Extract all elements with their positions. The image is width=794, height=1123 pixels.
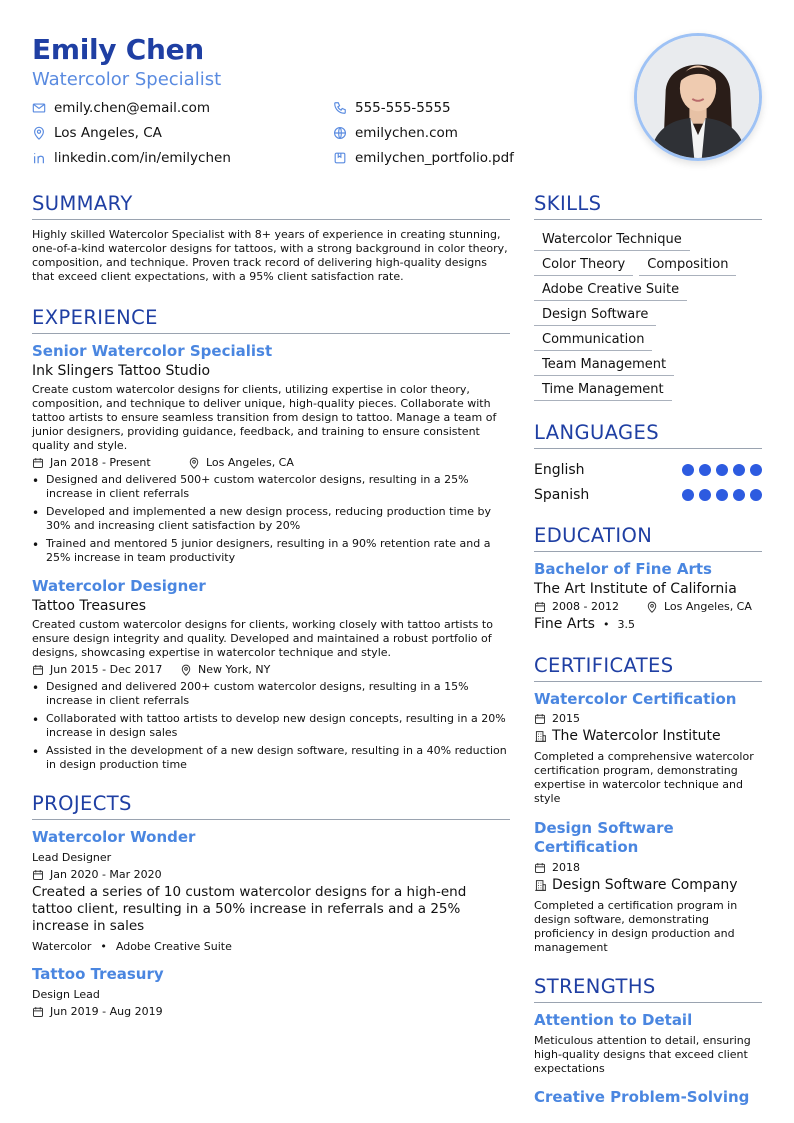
candidate-role: Watercolor Specialist [32, 69, 222, 90]
certificate-issuer: Design Software Company [552, 877, 738, 893]
experience-item [32, 577, 510, 772]
project-dates: Jan 2020 - Mar 2020 [50, 868, 162, 881]
contact-location [32, 124, 333, 142]
proficiency-dot [699, 464, 711, 476]
job-title: Senior Watercolor Specialist [32, 342, 273, 360]
job-meta [32, 663, 510, 676]
contact-phone[interactable] [333, 99, 592, 117]
job-location: Los Angeles, CA [206, 456, 294, 469]
section-title-summary: SUMMARY [32, 192, 510, 220]
project-meta [32, 868, 510, 881]
proficiency-dot [750, 489, 762, 501]
globe-icon [333, 126, 355, 140]
experience-item [32, 342, 510, 565]
calendar-icon [534, 713, 552, 725]
project-role: Design Lead [32, 988, 100, 1001]
proficiency-dots [682, 464, 762, 476]
left-column [32, 192, 510, 1018]
certificate-issuer-row [534, 877, 762, 893]
certificate-meta [534, 712, 762, 725]
calendar-icon [534, 601, 552, 613]
skill-tag: Time Management [534, 380, 672, 401]
certificate-description: Completed a certification program in design software, demonstrating proficiency in design production and management [534, 899, 738, 954]
section-title-projects: PROJECTS [32, 792, 510, 820]
list-item: • Collaborated with tattoo artists to develop new design concepts, resulting in a 20% increase in design sales [32, 712, 510, 740]
right-column [534, 192, 762, 1106]
contact-website[interactable] [333, 124, 592, 142]
location-icon [180, 664, 198, 676]
location-icon [188, 457, 206, 469]
contact-portfolio[interactable] [333, 149, 592, 167]
proficiency-dot [716, 464, 728, 476]
skill-tag: Design Software [534, 305, 656, 326]
certificate-year: 2015 [552, 712, 580, 725]
profile-photo [634, 33, 762, 161]
job-description: Create custom watercolor designs for clients, utilizing expertise in color theory, composition, and technique to deliver unique, high-quality pieces. Collaborate with tattoo artists to ensure seamless transition from design to tattoo. Manage a team of junior designers, providing guidance, feedback, and training to ensure consistent quality and style. [32, 383, 497, 452]
separator-dot: • [602, 617, 610, 631]
job-dates: Jan 2018 - Present [50, 456, 151, 469]
job-bullets [32, 473, 510, 565]
calendar-icon [32, 457, 50, 469]
certificate-name: Watercolor Certification [534, 690, 737, 708]
phone-icon [333, 101, 355, 115]
skills-list [534, 228, 762, 403]
section-title-languages: LANGUAGES [534, 421, 762, 449]
proficiency-dot [733, 489, 745, 501]
project-tag: Watercolor [32, 940, 92, 953]
separator-dot: • [100, 940, 107, 953]
location-icon [32, 126, 54, 140]
strength-item [534, 1011, 762, 1076]
company-name: Tattoo Treasures [32, 598, 147, 614]
project-dates: Jun 2019 - Aug 2019 [50, 1005, 163, 1018]
language-row [534, 482, 762, 507]
list-item: • Developed and implemented a new design process, reducing production time by 30% and increasing client satisfaction by 20% [32, 505, 510, 533]
section-title-strengths: STRENGTHS [534, 975, 762, 1003]
contact-text: Los Angeles, CA [54, 125, 162, 141]
proficiency-dot [682, 464, 694, 476]
certificate-issuer: The Watercolor Institute [552, 728, 721, 744]
certificate-item [534, 690, 762, 806]
list-item: • Designed and delivered 500+ custom watercolor designs, resulting in a 25% increase in client referrals [32, 473, 510, 501]
candidate-name: Emily Chen [32, 33, 204, 66]
section-title-education: EDUCATION [534, 524, 762, 552]
list-item: • Trained and mentored 5 junior designers, resulting in a 90% retention rate and a 25% increase in team productivity [32, 537, 510, 565]
job-meta [32, 456, 510, 469]
skill-tag: Team Management [534, 355, 674, 376]
project-meta [32, 1005, 510, 1018]
proficiency-dot [750, 464, 762, 476]
certificate-year: 2018 [552, 861, 580, 874]
section-title-skills: SKILLS [534, 192, 762, 220]
contact-text: 555-555-5555 [355, 100, 451, 116]
location-icon [646, 601, 664, 613]
education-meta [534, 600, 762, 613]
language-row [534, 457, 762, 482]
calendar-icon [32, 664, 50, 676]
certificate-issuer-row [534, 728, 762, 744]
strength-name: Creative Problem-Solving [534, 1088, 750, 1106]
list-item: • Designed and delivered 200+ custom watercolor designs, resulting in a 15% increase in client referrals [32, 680, 510, 708]
company-name: Ink Slingers Tattoo Studio [32, 363, 211, 379]
project-description: Created a series of 10 custom watercolor designs for a high-end tattoo client, resulting in a 50% increase in referrals and a 25% increase in sales [32, 884, 467, 934]
school-name: The Art Institute of California [534, 581, 737, 597]
contact-text: linkedin.com/in/emilychen [54, 150, 231, 166]
project-title: Tattoo Treasury [32, 965, 164, 983]
skill-tag: Color Theory [534, 255, 633, 276]
project-item [32, 965, 510, 1018]
language-name: Spanish [534, 486, 590, 503]
building-icon [534, 730, 552, 743]
language-name: English [534, 461, 585, 478]
contact-text: emilychen_portfolio.pdf [355, 150, 514, 166]
job-bullets [32, 680, 510, 772]
project-tags [32, 940, 510, 953]
linkedin-icon [32, 151, 54, 165]
certificate-meta [534, 861, 762, 874]
contact-linkedin[interactable] [32, 149, 333, 167]
proficiency-dot [682, 489, 694, 501]
calendar-icon [534, 862, 552, 874]
education-gpa: 3.5 [617, 617, 635, 631]
skill-tag: Communication [534, 330, 652, 351]
proficiency-dot [716, 489, 728, 501]
strength-item [534, 1088, 762, 1106]
summary-text: Highly skilled Watercolor Specialist with 8+ years of experience in creating stunning, one-of-a-kind watercolor designs for tattoos, with a strong background in color theory, composition, and technique. Proven track record of delivering high-quality designs that exceed client expectations, with a 95% client satisfaction rate. [32, 228, 508, 283]
skill-tag: Composition [639, 255, 736, 276]
education-field-row [534, 616, 762, 632]
file-icon [333, 151, 355, 165]
project-role: Lead Designer [32, 851, 112, 864]
education-location: Los Angeles, CA [664, 600, 752, 613]
proficiency-dot [699, 489, 711, 501]
section-title-experience: EXPERIENCE [32, 306, 510, 334]
job-description: Created custom watercolor designs for clients, working closely with tattoo artists to ensure design integrity and quality. Developed and maintained a robust portfolio of designs, showcasing expertise in watercolor technique and style. [32, 618, 493, 659]
project-title: Watercolor Wonder [32, 828, 196, 846]
education-dates: 2008 - 2012 [552, 600, 619, 613]
strength-description: Meticulous attention to detail, ensuring high-quality designs that exceed client expectations [534, 1034, 751, 1075]
list-item: • Assisted in the development of a new design software, resulting in a 40% reduction in design production time [32, 744, 510, 772]
proficiency-dots [682, 489, 762, 501]
degree-title: Bachelor of Fine Arts [534, 560, 712, 578]
mail-icon [32, 101, 54, 115]
skill-tag: Watercolor Technique [534, 230, 690, 251]
job-location: New York, NY [198, 663, 271, 676]
building-icon [534, 879, 552, 892]
proficiency-dot [733, 464, 745, 476]
contact-email[interactable] [32, 99, 333, 117]
contact-text: emilychen.com [355, 125, 458, 141]
education-field: Fine Arts [534, 616, 595, 632]
certificate-name: Design Software Certification [534, 819, 674, 856]
contact-text: emily.chen@email.com [54, 100, 211, 116]
calendar-icon [32, 1006, 50, 1018]
project-item [32, 828, 510, 953]
section-title-certificates: CERTIFICATES [534, 654, 762, 682]
skill-tag: Adobe Creative Suite [534, 280, 687, 301]
project-tag: Adobe Creative Suite [115, 940, 232, 953]
strength-name: Attention to Detail [534, 1011, 693, 1029]
job-dates: Jun 2015 - Dec 2017 [50, 663, 163, 676]
calendar-icon [32, 869, 50, 881]
contact-list [32, 99, 592, 167]
job-title: Watercolor Designer [32, 577, 206, 595]
certificate-item [534, 819, 762, 955]
certificate-description: Completed a comprehensive watercolor certification program, demonstrating expertise in watercolor technique and style [534, 750, 754, 805]
